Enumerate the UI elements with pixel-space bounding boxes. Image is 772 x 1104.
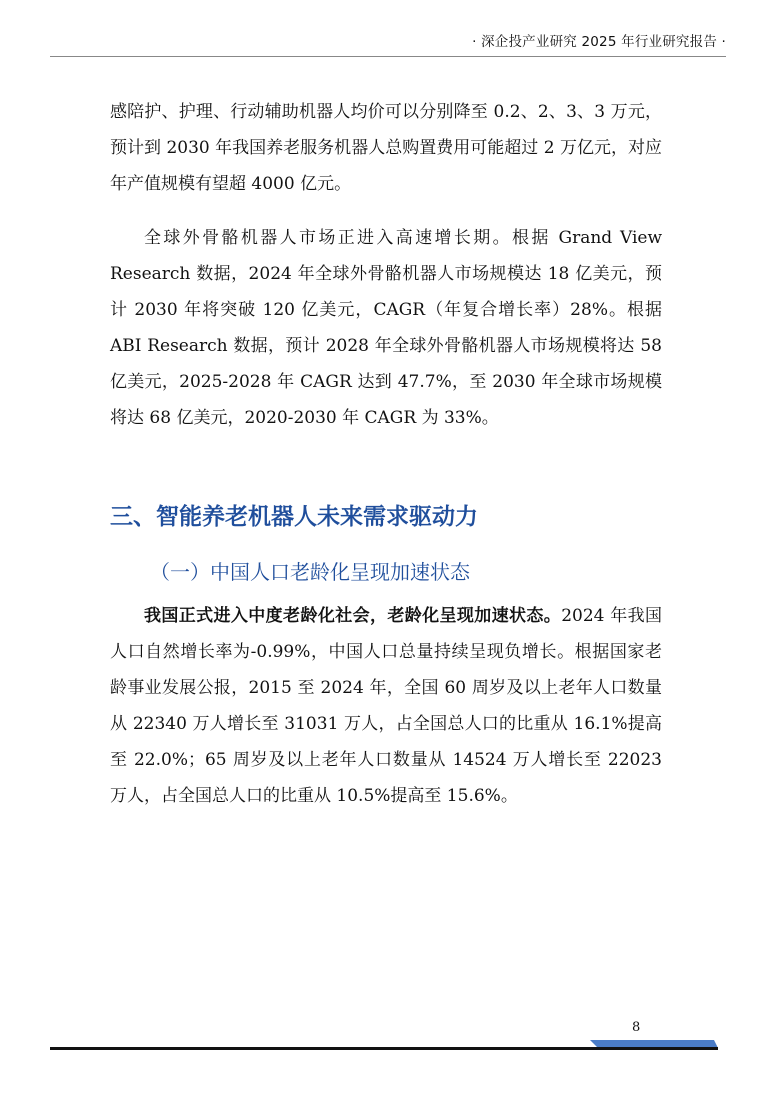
footer-rule	[50, 1040, 718, 1054]
running-header: · 深企投产业研究 2025 年行业研究报告 ·	[472, 34, 726, 50]
section-heading: 三、智能养老机器人未来需求驱动力	[110, 504, 478, 530]
paragraph-exoskeleton-market: 全球外骨骼机器人市场正进入高速增长期。根据 Grand View Research 数据，2024 年全球外骨骼机器人市场规模达 18 亿美元，预计 2030 年将突破 120 亿美元，CAGR（年复合增长率）28%。根据 ABI Research 数据，预计 2028 年全球外骨骼机器人市场规模将达 58 亿美元，2025-2028 年 CAGR 达到 47.7%，至 2030 年全球市场规模将达 68 亿美元，2020-2030 年 CAGR 为 33%。	[110, 228, 662, 428]
subsection-heading: （一）中国人口老龄化呈现加速状态	[150, 560, 470, 584]
paragraph-cost-outlook: 感陪护、护理、行动辅助机器人均价可以分别降至 0.2、2、3、3 万元，预计到 2030 年我国养老服务机器人总购置费用可能超过 2 万亿元，对应年产值规模有望超 4000 亿元。	[110, 102, 662, 194]
paragraph-body-text: 2024 年我国人口自然增长率为-0.99%，中国人口总量持续呈现负增长。根据国家老龄事业发展公报，2015 至 2024 年，全国 60 周岁及以上老年人口数量从 22340 万人增长至 31031 万人，占全国总人口的比重从 16.1%提高至 22.0%；65 周岁及以上老年人口数量从 14524 万人增长至 22023 万人，占全国总人口的比重从 10.5%提高至 15.6%。	[110, 606, 663, 806]
paragraph-aging-population	[110, 598, 662, 814]
page-number: 8	[632, 1020, 641, 1035]
footer-line	[50, 1047, 718, 1050]
header-divider	[50, 56, 726, 57]
paragraph-lead-sentence: 我国正式进入中度老龄化社会，老龄化呈现加速状态。	[144, 606, 562, 626]
footer-accent-shape	[590, 1040, 718, 1048]
